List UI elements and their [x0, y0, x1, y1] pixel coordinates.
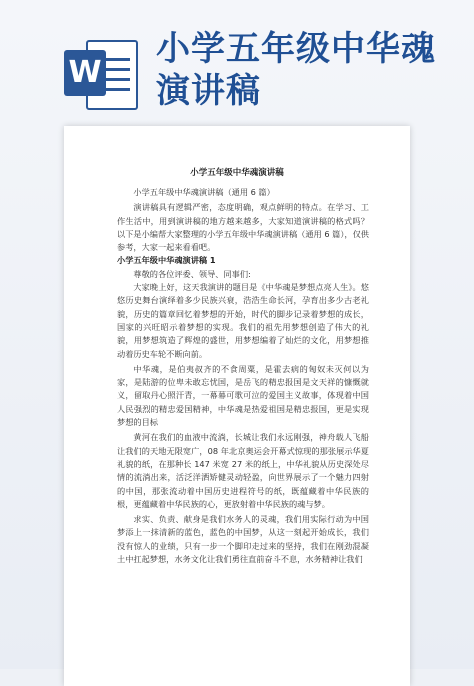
body-paragraph: 中华魂，是伯夷叔齐的不食周粟，是霍去病的匈奴未灭何以为家，是陆游的位卑未敢忘忧国，是岳飞的精忠报国是文天祥的慷慨就义，留取丹心照汗青，一幕幕可歌可泣的爱国主义故事，体现着中国人民强烈的精忠爱国精神，中华魂是热爱祖国是精忠报国，更是实现梦想的目标 — [117, 363, 369, 428]
subtitle-paragraph: 小学五年级中华魂演讲稿（通用 6 篇） — [133, 187, 275, 197]
section-heading: 小学五年级中华魂演讲稿 1 — [117, 255, 216, 266]
word-logo-badge: W — [64, 50, 106, 96]
intro-paragraph: 演讲稿具有逻辑严密，态度明确，观点鲜明的特点。在学习、工作生活中，用到演讲稿的地方越来越多，大家知道演讲稿的格式吗？以下是小编帮大家整理的小学五年级中华魂演讲稿（通用 6 篇），仅供参考，大家一起来看看吧。 — [117, 202, 369, 253]
word-document-icon — [64, 32, 134, 114]
body-paragraph: 求实、负责、献身是我们水务人的灵魂，我们用实际行动为中国梦添上一抹清新的蓝色，蓝色的中国梦，从这一刻起开始成长，我们没有惊人的业绩，只有一步一个脚印走过来的坚持，我们在刚劲混凝土中扛起梦想，水务文化让我们勇往直前奋斗不息，水务精神让我们 — [117, 514, 369, 565]
body-paragraph: 黄河在我们的血液中流淌，长城让我们永远刚强，神舟载人飞船让我们的天地无限宽广，08 年北京奥运会开幕式惊现的那张展示华夏礼貌的纸，在那种长 147 米宽 27 米的纸上，中华礼貌从历史深处尽情的流淌出来，活泛洋洒矫健灵动轻盈，向世界展示了一个魅力四射的中国，那张流动着中国历史进程符号的纸，既蕴藏着中华民族的根，更蕴藏着中华民族的心，更放射着中华民族的魂与梦。 — [117, 432, 369, 509]
banner-title: 小学五年级中华魂演讲稿 — [156, 29, 436, 111]
document-page — [64, 126, 410, 686]
body-paragraph: 大家晚上好，这天我演讲的题目是《中华魂是梦想点亮人生》。悠悠历史舞台演绎着多少民族兴衰，浩浩生命长河，孕育出多少古老礼貌，历史的篇章回忆着梦想的开始，时代的脚步记录着梦想的成长，国家的兴旺昭示着梦想的实现。我们的祖先用梦想创造了伟大的礼貌，用梦想筑造了辉煌的盛世，用梦想编着了灿烂的文化，用梦想推动着历史车轮不断向前。 — [117, 282, 369, 359]
document-body — [117, 186, 369, 566]
document-title: 小学五年级中华魂演讲稿 — [190, 168, 284, 178]
salutation-paragraph: 尊敬的各位评委、领导、同事们: — [133, 268, 251, 279]
